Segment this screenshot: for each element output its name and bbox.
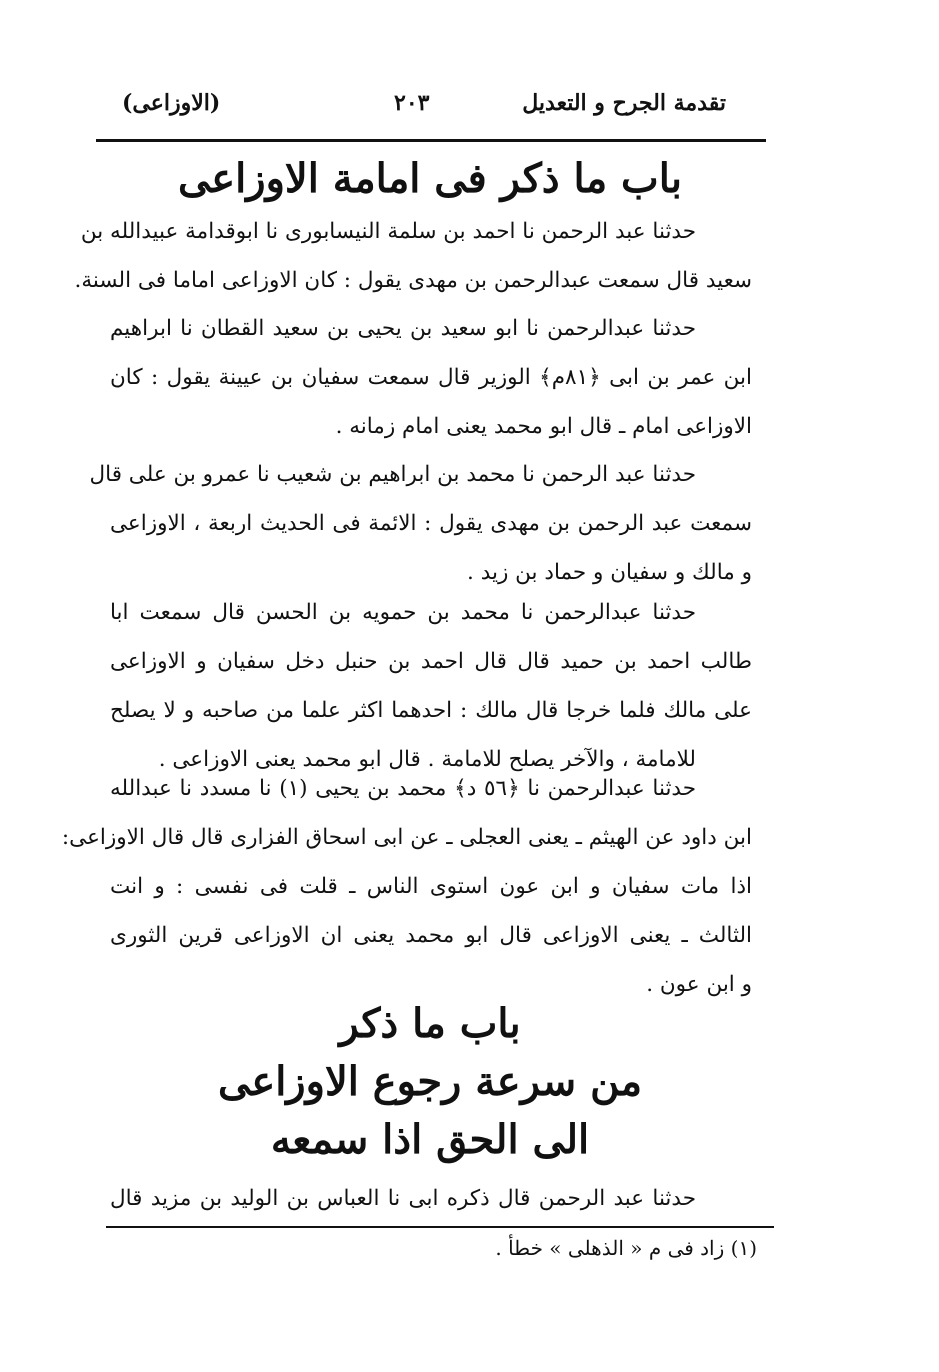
paragraph (61, 764, 752, 1009)
text-line: سمعت عبد الرحمن بن مهدى يقول : الائمة فى الحديث اربعة ، الاوزاعى (110, 511, 752, 536)
chapter-heading-line: من سرعة رجوع الاوزاعى (217, 1058, 642, 1105)
paragraph (110, 588, 752, 784)
chapter-heading-line: الى الحق اذا سمعه (270, 1116, 590, 1163)
text-line: حدثنا عبدالرحمن نا محمد بن حمويه بن الحسن قال سمعت ابا (110, 600, 696, 625)
page-number: ٢٠٣ (394, 90, 430, 116)
text-line: ابن داود عن الهيثم ـ يعنى العجلى ـ عن ابى اسحاق الفزارى قال قال الاوزاعى: (61, 825, 752, 850)
footnote-rule (106, 1226, 774, 1228)
header-section-name: (الاوزاعى) (122, 90, 221, 116)
text-line: حدثنا عبد الرحمن قال ذكره ابى نا العباس بن الوليد بن مزيد قال (110, 1186, 696, 1211)
text-line: على مالك فلما خرجا قال مالك : احدهما اكثر علما من صاحبه و لا يصلح (110, 698, 752, 723)
chapter-heading-line: باب ما ذكر (339, 1000, 521, 1047)
running-header (98, 86, 766, 126)
text-line: اذا مات سفيان و ابن عون استوى الناس ـ قلت فى نفسى : و انت (110, 874, 752, 899)
paragraph (110, 304, 752, 451)
chapter-heading (110, 995, 750, 1169)
footnote: (١) زاد فى م « الذهلى » خطأ . (495, 1236, 757, 1260)
text-line: حدثنا عبد الرحمن نا محمد بن ابراهيم بن شعيب نا عمرو بن على قال (89, 462, 696, 487)
header-rule (96, 139, 766, 142)
text-line: الاوزاعى امام ـ قال ابو محمد يعنى امام زمانه . (335, 414, 752, 439)
header-book-title: تقدمة الجرح و التعديل (522, 90, 726, 116)
chapter-heading: باب ما ذكر فى امامة الاوزاعى (177, 155, 683, 202)
paragraph (89, 450, 752, 597)
text-line: و ابن عون . (646, 972, 752, 997)
text-line: طالب احمد بن حميد قال قال احمد بن حنبل دخل سفيان و الاوزاعى (110, 649, 752, 674)
paragraph (110, 1174, 752, 1223)
text-line: سعيد قال سمعت عبدالرحمن بن مهدى يقول : كان الاوزاعى اماما فى السنة. (74, 268, 752, 293)
text-line: للامامة ، والآخر يصلح للامامة . قال ابو محمد يعنى الاوزاعى . (158, 747, 696, 772)
text-line: و مالك و سفيان و حماد بن زيد . (467, 560, 752, 585)
text-line: ابن عمر بن ابى ﴿٨١م﴾ الوزير قال سمعت سفيان بن عيينة يقول : كان (110, 365, 753, 390)
text-line: حدثنا عبدالرحمن نا ابو سعيد بن يحيى بن سعيد القطان نا ابراهيم (110, 316, 696, 341)
paragraph (74, 207, 752, 305)
text-line: حدثنا عبدالرحمن نا ﴿٥٦ د﴾ محمد بن يحيى (١) نا مسدد نا عبدالله (110, 776, 697, 801)
text-line: حدثنا عبد الرحمن نا احمد بن سلمة النيسابورى نا ابوقدامة عبيدالله بن (80, 219, 696, 244)
text-line: الثالث ـ يعنى الاوزاعى قال ابو محمد يعنى ان الاوزاعى قرين الثورى (110, 923, 752, 948)
